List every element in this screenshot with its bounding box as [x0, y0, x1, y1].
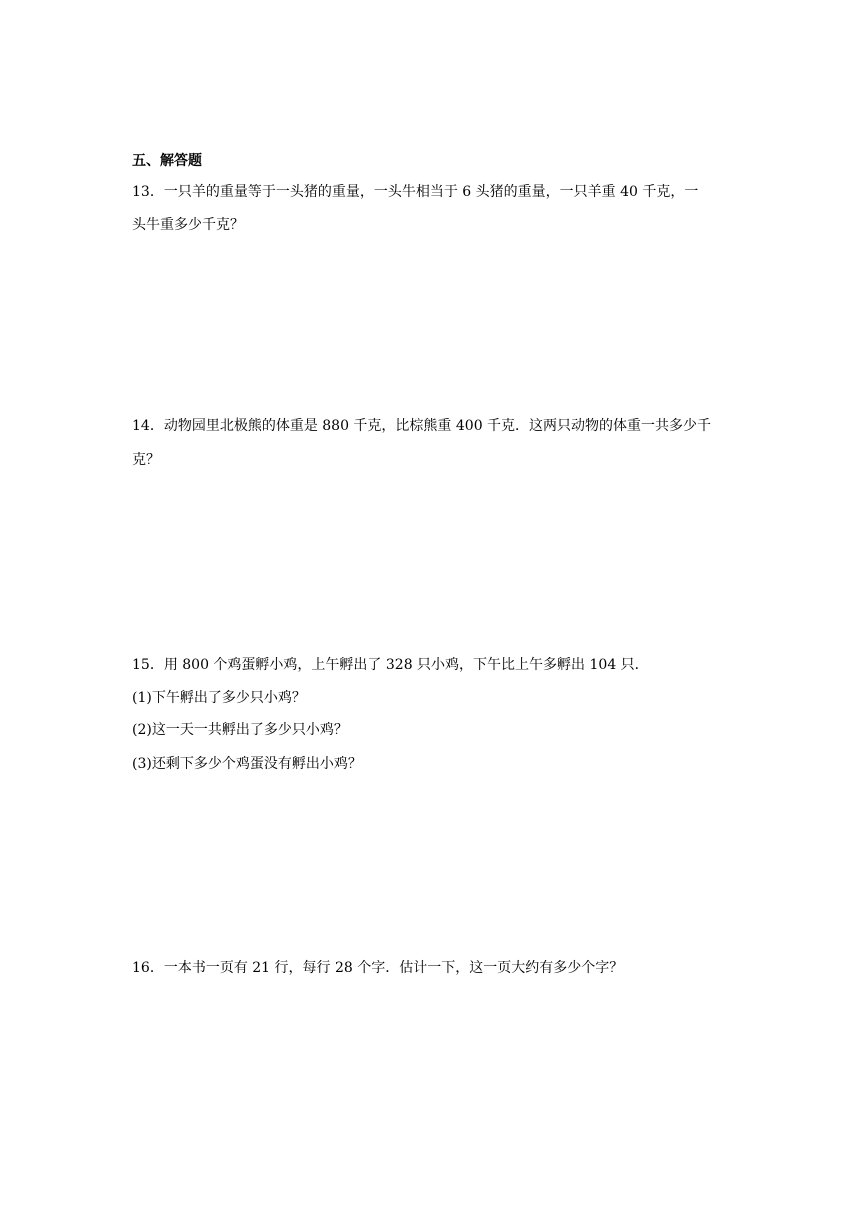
section-title: 五、解答题: [132, 153, 202, 169]
question-15-subquestion-1: (1)下午孵出了多少只小鸡？: [132, 690, 306, 706]
question-15-text-line-1: 15．用 800 个鸡蛋孵小鸡，上午孵出了 328 只小鸡，下午比上午多孵出 104 只．: [132, 657, 649, 673]
question-14-text-line-1: 14．动物园里北极熊的体重是 880 千克，比棕熊重 400 千克．这两只动物的体重一共多少千: [132, 418, 712, 434]
question-15-subquestion-2: (2)这一天一共孵出了多少只小鸡？: [132, 722, 348, 738]
question-13-text-line-1: 13．一只羊的重量等于一头猪的重量，一头牛相当于 6 头猪的重量，一只羊重 40 千克，一: [132, 184, 699, 200]
question-13-text-line-2: 头牛重多少千克？: [132, 217, 244, 233]
question-14-text-line-2: 克？: [132, 452, 160, 468]
question-16-text-line-1: 16．一本书一页有 21 行，每行 28 个字．估计一下，这一页大约有多少个字？: [132, 960, 624, 976]
question-15-subquestion-3: (3)还剩下多少个鸡蛋没有孵出小鸡？: [132, 756, 362, 772]
